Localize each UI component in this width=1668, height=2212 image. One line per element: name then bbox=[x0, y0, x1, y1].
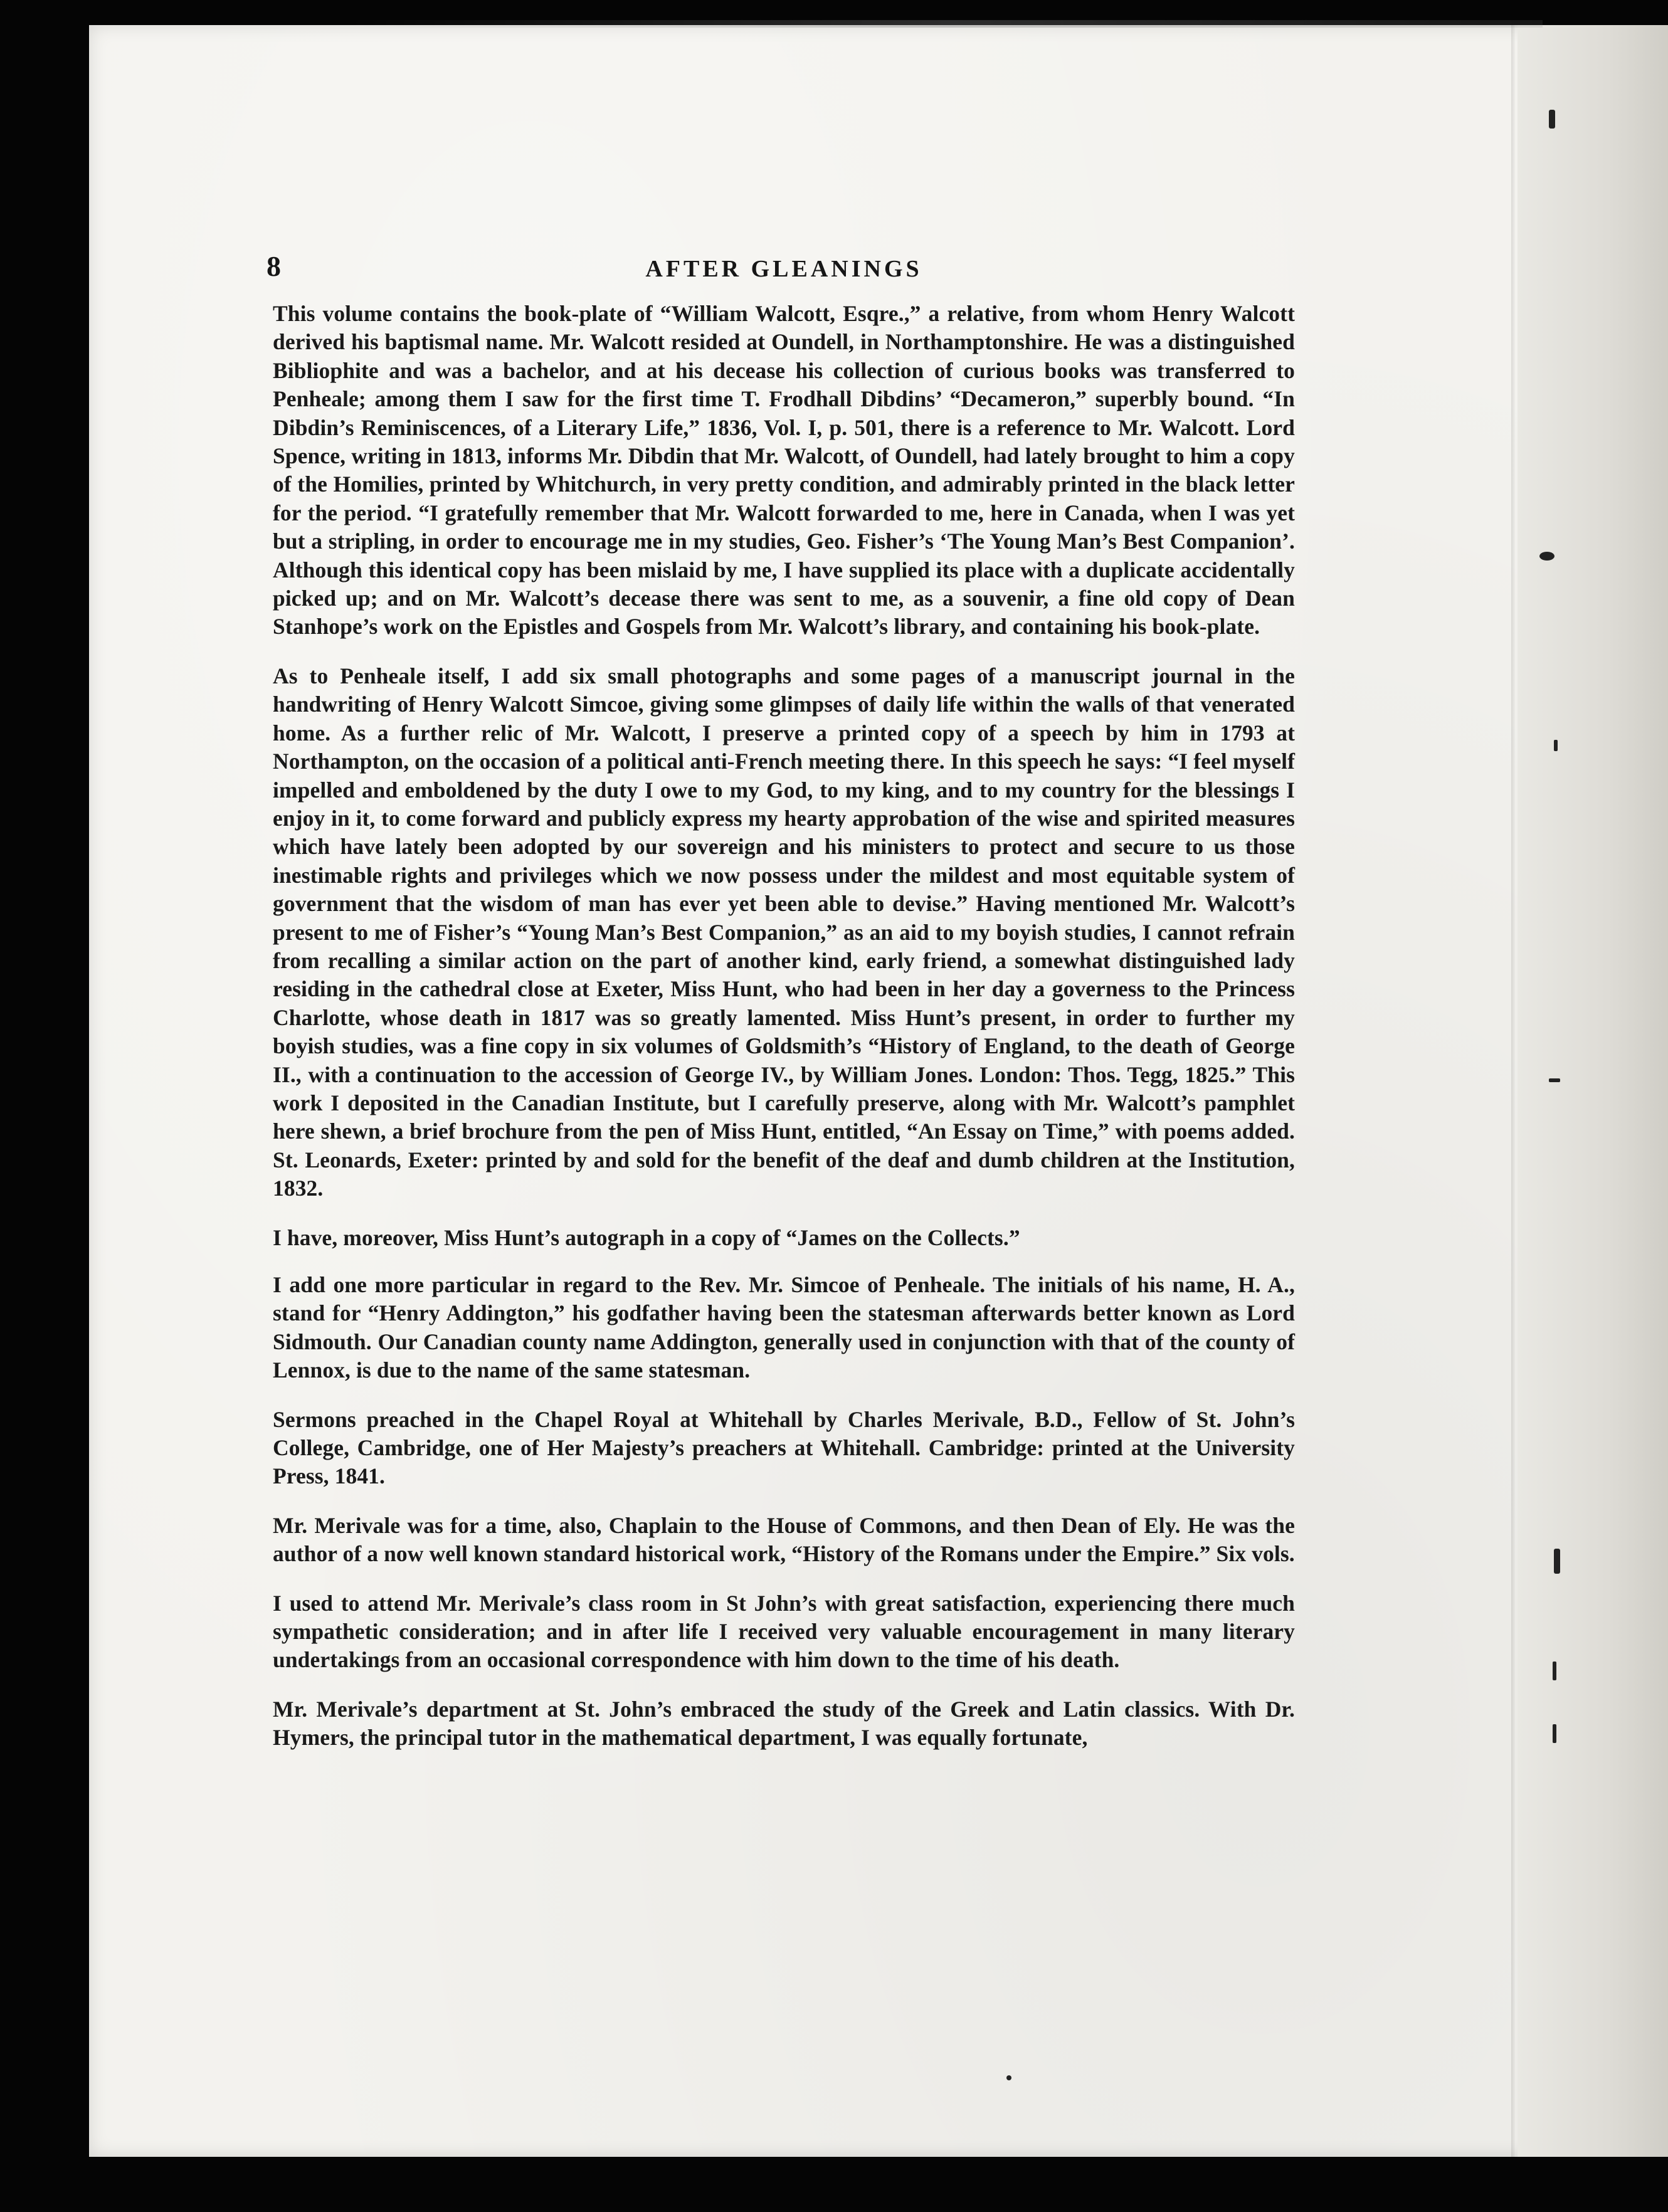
paragraph: Sermons preached in the Chapel Royal at Whitehall by Charles Merivale, B.D., Fellow of St. John’s College, Cambridge, one of Her Majesty’s preachers at Whitehall. Cambridge: printed at the University Press, 1841. bbox=[273, 1406, 1295, 1489]
margin-speck bbox=[1539, 552, 1555, 561]
paragraph: I add one more particular in regard to the Rev. Mr. Simcoe of Penheale. The initials of his name, H. A., stand for “Henry Addington,” his godfather having been the statesman afterwards better known as Lord Sidmouth. Our Canadian county name Addington, generally used in conjunction with that of the county of Lennox, is due to the name of the same statesman. bbox=[273, 1272, 1295, 1383]
paragraph: This volume contains the book-plate of “William Walcott, Esqre.,” a relative, from whom Henry Walcott derived his baptismal name. Mr. Walcott resided at Oundell, in Northamptonshire. He was a distinguished Bibliophite and was a bachelor, and at his decease his collection of curious books was transferred to Penheale; among them I saw for the first time T. Frodhall Dibdins’ “Decameron,” superbly bound. “In Dibdin’s Reminiscences, of a Literary Life,” 1836, Vol. I, p. 501, there is a reference to Mr. Walcott. Lord Spence, writing in 1813, informs Mr. Dibdin that Mr. Walcott, of Oundell, had lately brought to him a copy of the Homilies, printed by Whitchurch, in very pretty condition, and admirably printed in the black letter for the period. “I gratefully remember that Mr. Walcott forwarded to me, here in Canada, when I was yet but a stripling, in order to encourage me in my studies, Geo. Fisher’s ‘The Young Man’s Best Companion’. Although this identical copy has been mislaid by me, I have supplied its place with a duplicate accidentally picked up; and on Mr. Walcott’s decease there was sent to me, as a souvenir, a fine old copy of Dean Stanhope’s work on the Epistles and Gospels from Mr. Walcott’s library, and containing his book-plate. bbox=[273, 301, 1295, 640]
margin-speck bbox=[1553, 1662, 1556, 1680]
paragraph: Mr. Merivale’s department at St. John’s embraced the study of the Greek and Latin classics. With Dr. Hymers, the principal tutor in the mathematical department, I was equally fortunate, bbox=[273, 1696, 1295, 1751]
margin-speck bbox=[1554, 740, 1558, 751]
paragraph: Mr. Merivale was for a time, also, Chaplain to the House of Commons, and then Dean of Ely. He was the author of a now well known standard historical work, “History of the Romans under the Empire.” Six vols. bbox=[273, 1512, 1295, 1567]
page-top-edge bbox=[351, 20, 1543, 28]
facing-page-edge bbox=[1518, 25, 1668, 2157]
page-fold-shadow bbox=[1511, 25, 1515, 2157]
margin-speck bbox=[1549, 1078, 1560, 1082]
running-head: AFTER GLEANINGS bbox=[645, 256, 922, 282]
margin-speck bbox=[1554, 1549, 1560, 1574]
paragraph: I used to attend Mr. Merivale’s class room in St John’s with great satisfaction, experiencing there much sympathetic consideration; and in after life I received very valuable encouragement in many literary undertakings from an occasional correspondence with him down to the time of his death. bbox=[273, 1590, 1295, 1673]
margin-speck bbox=[1553, 1724, 1556, 1743]
paragraph: As to Penheale itself, I add six small photographs and some pages of a manuscript journal in the handwriting of Henry Walcott Simcoe, giving some glimpses of daily life within the walls of that venerated home. As a further relic of Mr. Walcott, I preserve a printed copy of a speech by him in 1793 at Northampton, on the occasion of a political anti-French meeting there. In this speech he says: “I feel myself impelled and emboldened by the duty I owe to my God, to my king, and to my country for the blessings I enjoy in it, to come forward and publicly express my hearty approbation of the wise and spirited measures which have lately been adopted by our sovereign and his ministers to protect and secure to us those inestimable rights and privileges which we now possess under the mildest and most equitable system of government that the wisdom of man has ever yet been able to devise.” Having mentioned Mr. Walcott’s present to me of Fisher’s “Young Man’s Best Companion,” as an aid to my boyish studies, I cannot refrain from recalling a similar action on the part of another kind, early friend, a somewhat distinguished lady residing in the cathedral close at Exeter, Miss Hunt, who had been in her day a governess to the Princess Charlotte, whose death in 1817 was so greatly lamented. Miss Hunt’s present, in order to further my boyish studies, was a fine copy in six volumes of Goldsmith’s “History of England, to the death of George II., with a continuation to the accession of George IV., by William Jones. London: Thos. Tegg, 1825.” This work I deposited in the Canadian Institute, but I carefully preserve, along with Mr. Walcott’s pamphlet here shewn, a brief brochure from the pen of Miss Hunt, entitled, “An Essay on Time,” with poems added. St. Leonards, Exeter: printed by and sold for the benefit of the deaf and dumb children at the Institution, 1832. bbox=[273, 663, 1295, 1201]
margin-speck bbox=[1006, 2075, 1011, 2080]
paragraph: I have, moreover, Miss Hunt’s autograph in a copy of “James on the Collects.” bbox=[273, 1224, 1020, 1250]
page-number: 8 bbox=[267, 250, 281, 282]
page-header bbox=[267, 248, 1301, 285]
body-text bbox=[273, 300, 1295, 1773]
margin-speck bbox=[1549, 110, 1555, 129]
